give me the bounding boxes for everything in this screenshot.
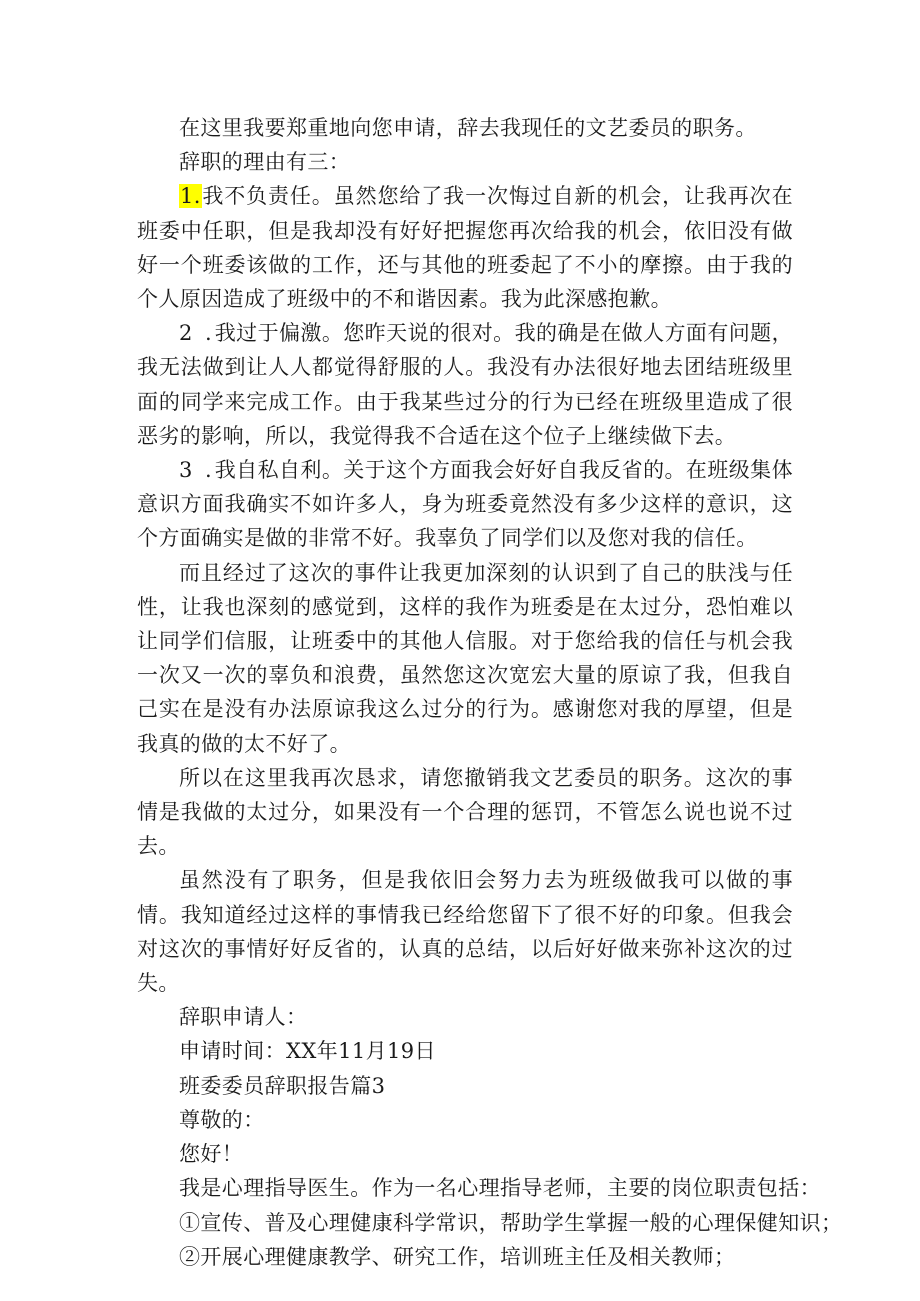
salutation: 尊敬的： xyxy=(179,1107,265,1132)
paragraph-reasons-intro: 辞职的理由有三： xyxy=(179,150,351,175)
intro-line: 我是心理指导医生。作为一名心理指导老师，主要的岗位职责包括： xyxy=(179,1176,821,1201)
paragraph-reason-2 xyxy=(137,316,793,453)
document-body xyxy=(137,111,843,1274)
highlighted-number: 1. xyxy=(180,184,201,209)
paragraph-reason-1 xyxy=(137,179,793,316)
section-title: 班委委员辞职报告篇3 xyxy=(179,1073,386,1098)
duty-item-2: ②开展心理健康教学、研究工作，培训班主任及相关教师； xyxy=(179,1244,736,1269)
reason-3-number: 3 . xyxy=(179,458,215,483)
greeting: 您好！ xyxy=(179,1142,244,1167)
signature-line: 辞职申请人： xyxy=(179,1005,308,1030)
date-line: 申请时间：XX年11月19日 xyxy=(179,1039,436,1064)
paragraph-reason-3 xyxy=(137,453,793,556)
reason-3-text: 我自私自利。关于这个方面我会好好自我反省的。在班级集体意识方面我确实不如许多人，身为班委竟然没有多少这样的意识，这个方面确实是做的非常不好。我辜负了同学们以及您对我的信任。 xyxy=(137,458,793,551)
paragraph-commitment: 虽然没有了职务，但是我依旧会努力去为班级做我可以做的事情。我知道经过这样的事情我已经给您留下了很不好的印象。但我会对这次的事情好好反省的，认真的总结，以后好好做来弥补这次的过失。 xyxy=(137,868,793,996)
reason-1-text: 我不负责任。虽然您给了我一次悔过自新的机会，让我再次在班委中任职，但是我却没有好好把握您再次给我的机会，依旧没有做好一个班委该做的工作，还与其他的班委起了不小的摩擦。由于我的个人原因造成了班级中的不和谐因素。我为此深感抱歉。 xyxy=(137,184,793,312)
paragraph-reflection: 而且经过了这次的事件让我更加深刻的认识到了自己的肤浅与任性，让我也深刻的感觉到，这样的我作为班委是在太过分，恐怕难以让同学们信服，让班委中的其他人信服。对于您给我的信任与机会我一次又一次的辜负和浪费，虽然您这次宽宏大量的原谅了我，但我自己实在是没有办法原谅我这么过分的行为。感谢您对我的厚望，但是我真的做的太不好了。 xyxy=(137,560,793,756)
paragraph-request: 在这里我要郑重地向您申请，辞去我现任的文艺委员的职务。 xyxy=(179,116,757,140)
reason-2-number: 2 . xyxy=(179,321,215,346)
paragraph-plea: 所以在这里我再次恳求，请您撤销我文艺委员的职务。这次的事情是我做的太过分，如果没有一个合理的惩罚，不管怎么说也说不过去。 xyxy=(137,765,793,859)
reason-2-text: 我过于偏激。您昨天说的很对。我的确是在做人方面有问题，我无法做到让人人都觉得舒服的人。我没有办法很好地去团结班级里面的同学来完成工作。由于我某些过分的行为已经在班级里造成了很恶劣的影响，所以，我觉得我不合适在这个位子上继续做下去。 xyxy=(137,321,793,448)
duty-item-1: ①宣传、普及心理健康科学常识，帮助学生掌握一般的心理保健知识； xyxy=(179,1210,843,1235)
